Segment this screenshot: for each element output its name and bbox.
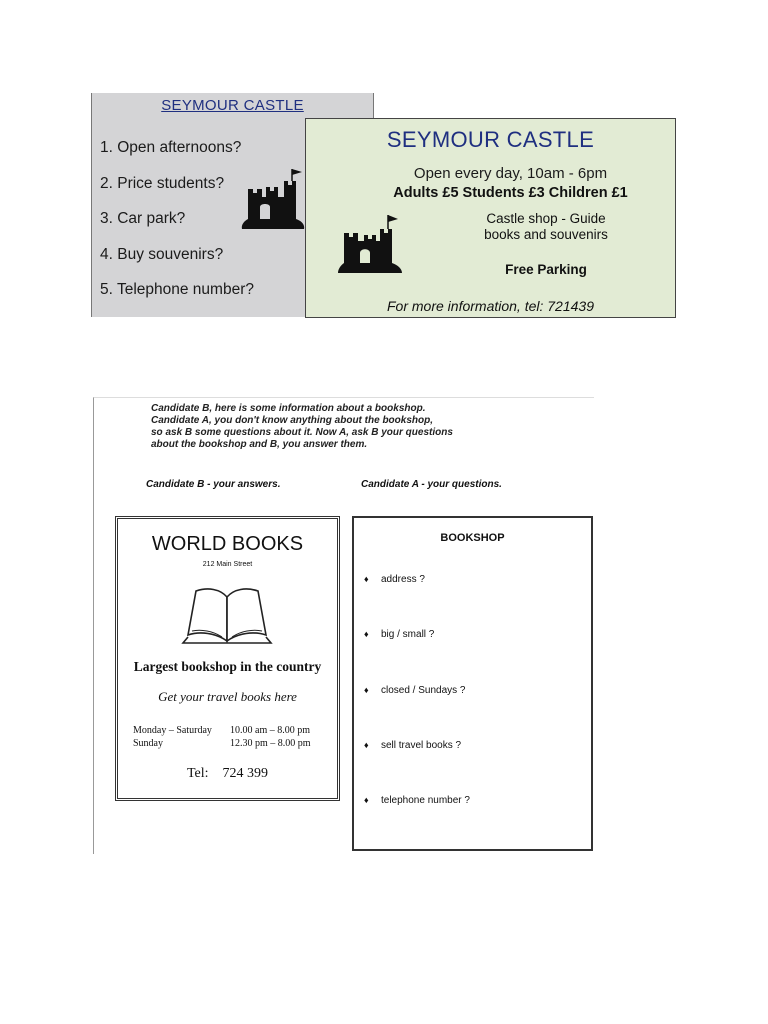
instruction-line: Candidate B, here is some information about a bookshop.: [151, 403, 426, 414]
castle-opening-hours: Open every day, 10am - 6pm: [413, 165, 608, 182]
hours-time: 10.00 am – 8.00 pm: [230, 725, 310, 736]
castle-question-item: 5. Telephone number?: [100, 281, 254, 298]
world-books-tagline: Largest bookshop in the country: [133, 659, 322, 674]
candidate-b-label: Candidate B - your answers.: [146, 479, 281, 490]
tel-label: Tel:: [186, 766, 209, 781]
castle-shop-line: books and souvenirs: [484, 227, 608, 242]
bookshop-exam-panel: [93, 397, 594, 854]
question-text: telephone number ?: [381, 795, 470, 807]
castle-shop-line: Castle shop - Guide: [486, 211, 606, 226]
open-book-icon: [180, 585, 274, 647]
diamond-bullet-icon: ♦: [364, 795, 369, 806]
castle-questions-list: [100, 139, 254, 317]
castle-questions-title: SEYMOUR CASTLE: [161, 97, 304, 114]
world-books-telephone: [118, 766, 337, 782]
hours-days: Sunday: [133, 738, 163, 749]
bookshop-question-item: [364, 740, 470, 795]
world-books-address: 212 Main Street: [202, 561, 253, 568]
question-text: address ?: [381, 574, 425, 585]
diamond-bullet-icon: ♦: [364, 629, 369, 640]
candidate-a-label: Candidate A - your questions.: [361, 479, 502, 490]
hours-row: [133, 724, 311, 737]
bookshop-question-item: [364, 629, 470, 684]
hours-row: [133, 737, 311, 750]
bookshop-questions-title: BOOKSHOP: [440, 532, 505, 544]
bookshop-question-item: [364, 574, 470, 629]
castle-contact-info: For more information, tel: 721439: [387, 298, 594, 314]
question-text: big / small ?: [381, 629, 435, 641]
castle-question-item: 1. Open afternoons?: [100, 139, 242, 156]
castle-question-item: 2. Price students?: [100, 174, 225, 192]
castle-question-item: 4. Buy souvenirs?: [100, 245, 224, 263]
bookshop-questions-list: [364, 574, 470, 850]
instruction-line: Candidate A, you don't know anything about the bookshop,: [151, 415, 433, 426]
tel-value: 724 399: [222, 766, 269, 781]
world-books-title: WORLD BOOKS: [151, 533, 304, 555]
castle-icon: [240, 167, 306, 231]
castle-advert-title: SEYMOUR CASTLE: [386, 127, 595, 152]
hours-days: Monday – Saturday: [133, 725, 212, 736]
diamond-bullet-icon: ♦: [364, 739, 369, 750]
bookshop-question-item: [364, 685, 470, 740]
castle-question-item: 3. Car park?: [100, 210, 186, 227]
castle-prices: Adults £5 Students £3 Children £1: [393, 185, 628, 201]
hours-time: 12.30 pm – 8.00 pm: [230, 738, 311, 749]
castle-parking: Free Parking: [505, 262, 587, 277]
world-books-travel: Get your travel books here: [158, 689, 297, 704]
instruction-line: so ask B some questions about it. Now A, ask B your questions: [151, 427, 453, 438]
castle-icon: [336, 213, 404, 275]
castle-advert-card: [305, 118, 676, 318]
castle-shop-info: [456, 211, 636, 243]
question-text: sell travel books ?: [381, 739, 462, 751]
world-books-hours: [133, 724, 311, 750]
diamond-bullet-icon: ♦: [364, 574, 369, 584]
exam-instructions: [151, 403, 551, 451]
bookshop-questions-box: [352, 516, 593, 851]
diamond-bullet-icon: ♦: [364, 684, 369, 695]
bookshop-question-item: [364, 795, 470, 850]
question-text: closed / Sundays ?: [381, 684, 466, 696]
instruction-line: about the bookshop and B, you answer them.: [151, 439, 368, 450]
world-books-advert: [115, 516, 340, 801]
